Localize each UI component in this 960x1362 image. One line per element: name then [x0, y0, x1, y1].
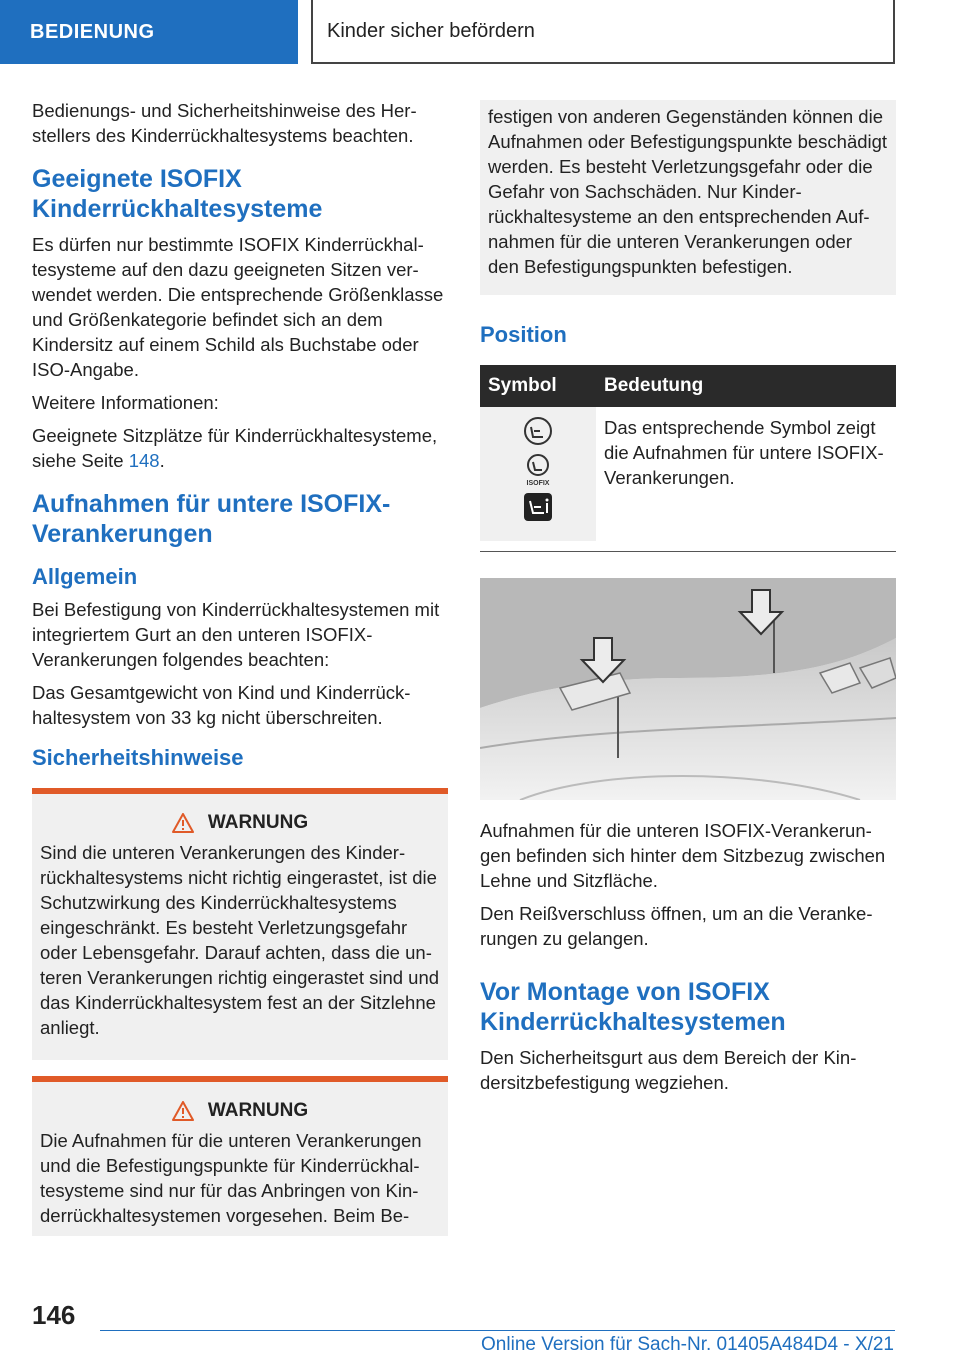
paragraph-seats — [32, 423, 448, 473]
heading-safety: Sicherheitshinweise — [32, 745, 244, 770]
paragraph-more-info: Weitere Informationen: — [32, 392, 219, 413]
warning-header — [40, 1100, 440, 1122]
isofix-symbols-icon — [518, 415, 558, 527]
paragraph-general-2: Das Gesamtgewicht von Kind und Kinderrückhaltesystem von 33 kg nicht überschreiten. — [32, 682, 411, 728]
table-row — [480, 407, 896, 541]
footer-divider — [100, 1330, 895, 1331]
heading-suitable-isofix: Geeignete ISOFIX Kinderrückhaltesysteme — [32, 165, 323, 223]
paragraph-general-1: Bei Befestigung von Kinderrückhaltesystemen mit integriertem Gurt an den unteren ISOFIX-Verankerungen folgendes beachten: — [32, 599, 440, 670]
page-number: 146 — [32, 1300, 76, 1330]
chapter-title: Kinder sicher befördern — [327, 19, 535, 42]
col-header-symbol: Symbol — [480, 365, 596, 407]
intro-text: Bedienungs- und Sicherheitshinweise des Herstellers des Kinderrückhaltesystems beachten. — [32, 100, 417, 146]
warning-box-2 — [32, 1076, 448, 1236]
warning-continued-text: festigen von anderen Gegenständen können die Aufnahmen oder Befestigungspunkte beschädigt werden. Es besteht Verletzungsgefahr oder die Gefahr von Sachschäden. Nur Kinderrückhaltesysteme an den entsprechenden Aufnahmen für die unteren Verankerungen oder den Befestigungspunkten befestigen. — [488, 106, 888, 277]
meaning-cell: Das entsprechende Symbol zeigt die Aufnahmen für untere ISOFIX-Verankerungen. — [604, 417, 884, 488]
symbol-cell — [480, 407, 596, 541]
heading-position: Position — [480, 322, 567, 347]
seats-text-end: . — [159, 450, 165, 471]
warning-triangle-icon — [172, 1101, 194, 1121]
col-header-meaning: Bedeutung — [596, 365, 896, 407]
chapter-tab — [311, 0, 895, 64]
divider — [480, 551, 896, 552]
left-column — [32, 98, 448, 1236]
paragraph-suitable: Es dürfen nur bestimmte ISOFIX Kinderrückhaltesysteme auf den dazu geeigneten Sitzen verwendet werden. Die entsprechende Größenklasse und Größenkategorie befindet sich an dem Kindersitz auf einem Schild als Buchstabe oder ISO-Angabe. — [32, 234, 444, 380]
paragraph-photo-1: Aufnahmen für die unteren ISOFIX-Verankerungen befinden sich hinter dem Sitzbezug zwischen Lehne und Sitzfläche. — [480, 820, 886, 891]
warning-box-1 — [32, 788, 448, 1060]
warning-header — [40, 812, 440, 834]
heading-before-installation: Vor Montage von ISOFIX Kinderrückhaltesystemen — [480, 978, 786, 1036]
symbol-table — [480, 365, 896, 541]
warning-box-2-continued — [480, 100, 896, 295]
section-tab — [0, 0, 298, 64]
isofix-label: ISOFIX — [526, 480, 550, 487]
heading-general: Allgemein — [32, 564, 138, 589]
warning-triangle-icon — [172, 813, 194, 833]
seats-text: Geeignete Sitzplätze für Kinderrückhaltesysteme, siehe Seite — [32, 425, 438, 471]
paragraph-photo-2: Den Reißverschluss öffnen, um an die Verankerungen zu gelangen. — [480, 903, 873, 949]
warning-title: WARNUNG — [207, 1100, 309, 1121]
footer-online-version: Online Version für Sach-Nr. 01405A484D4 - X/21 — [481, 1334, 894, 1355]
warning-title: WARNUNG — [207, 812, 309, 833]
right-column — [480, 100, 896, 1103]
warning-text: Die Aufnahmen für die unteren Verankerungen und die Befestigungspunkte für Kinderrückhaltesysteme sind nur für das Anbringen von Kinderrückhaltesystemen vorgesehen. Beim Be- — [40, 1130, 422, 1226]
page-link[interactable]: 148 — [128, 450, 160, 471]
heading-anchor-points: Aufnahmen für untere ISOFIX-Verankerungen — [32, 490, 391, 548]
section-title: BEDIENUNG — [30, 20, 155, 43]
warning-text: Sind die unteren Verankerungen des Kinderrückhaltesystems nicht richtig eingerastet, ist die Schutzwirkung des Kinderrückhaltesystems eingeschränkt. Es besteht Verletzungsgefahr oder Lebensgefahr. Darauf achten, dass die unteren Verankerungen richtig eingerastet sind und das Kinderrückhaltesystem fest an der Sitzlehne anliegt. — [40, 842, 440, 1038]
paragraph-before: Den Sicherheitsgurt aus dem Bereich der Kindersitzbefestigung wegziehen. — [480, 1047, 857, 1093]
seat-anchor-photo — [480, 578, 896, 800]
